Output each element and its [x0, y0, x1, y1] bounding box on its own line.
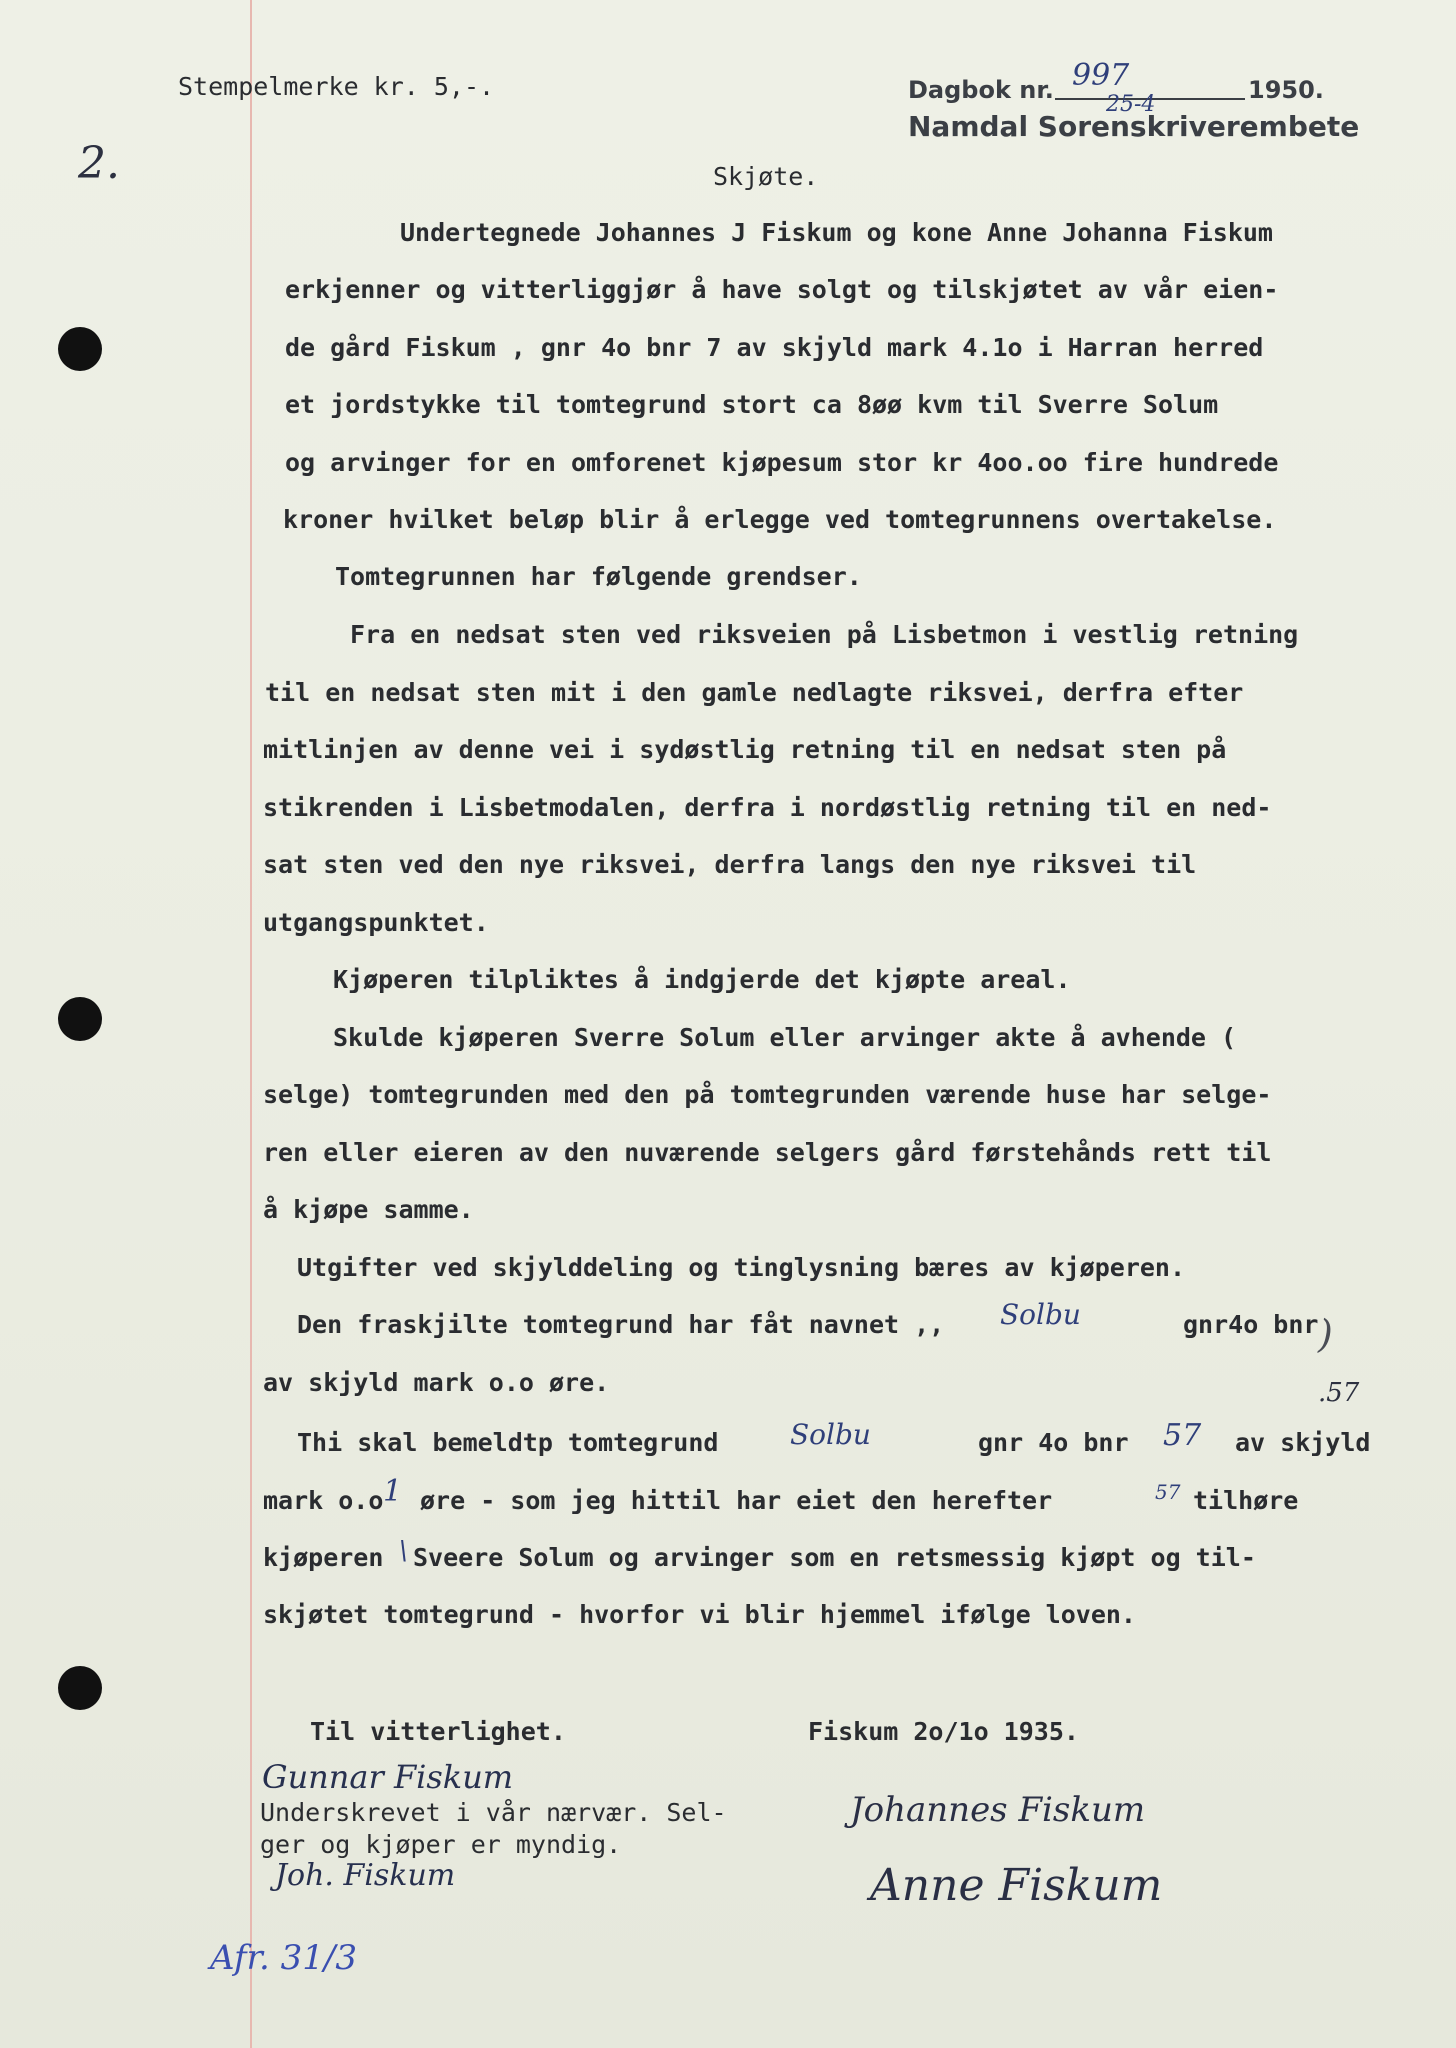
witness-signature: Gunnar Fiskum — [262, 1758, 514, 1796]
text-line: tilhøre — [1193, 1486, 1299, 1515]
margin-bnr: .57 — [1318, 1378, 1360, 1408]
text-line: Den fraskjilte tomtegrund har fåt navnet ,, — [297, 1310, 945, 1339]
dagbok-number: 997 — [1072, 58, 1130, 93]
place-date: Fiskum 2o/1o 1935. — [808, 1717, 1079, 1746]
handwritten-name: Solbu — [1000, 1298, 1081, 1331]
handwritten-bnr: 57 — [1163, 1418, 1202, 1453]
text-line: Sveere Solum og arvinger som en retsmessig kjøpt og til- — [413, 1543, 1256, 1572]
page-mark: 2. — [78, 138, 120, 189]
text-line: av skjyld — [1235, 1428, 1371, 1457]
punch-hole — [58, 997, 102, 1041]
text-line: mark o.o — [263, 1486, 384, 1515]
witness-signature: Joh. Fiskum — [275, 1858, 456, 1893]
text-line: skjøtet tomtegrund - hvorfor vi blir hjemmel ifølge loven. — [263, 1600, 1136, 1629]
text-line: Tomtegrunnen har følgende grendser. — [335, 562, 862, 591]
text-line: kjøperen — [263, 1543, 384, 1572]
handwritten-small-number: 57 — [1155, 1480, 1181, 1504]
text-line: de gård Fiskum , gnr 4o bnr 7 av skjyld mark 4.1o i Harran herred — [285, 333, 1264, 362]
text-line: å kjøpe samme. — [263, 1195, 474, 1224]
bracket-mark: ) — [1318, 1312, 1333, 1356]
stamp-duty-line: Stempelmerke kr. 5,-. — [178, 72, 495, 101]
text-line: Utgifter ved skjylddeling og tinglysning bæres av kjøperen. — [297, 1253, 1186, 1282]
witness-heading: Til vitterlighet. — [310, 1717, 566, 1746]
office-name: Namdal Sorenskriverembete — [908, 110, 1360, 143]
text-line: Undertegnede Johannes J Fiskum og kone Anne Johanna Fiskum — [400, 218, 1273, 247]
text-line: stikrenden i Lisbetmodalen, derfra i nordøstlig retning til en ned- — [263, 793, 1272, 822]
text-line: Fra en nedsat sten ved riksveien på Lisbetmon i vestlig retning — [350, 620, 1299, 649]
text-line: gnr4o bnr — [1183, 1310, 1319, 1339]
handwritten-name: Solbu — [790, 1418, 871, 1451]
punch-hole — [58, 327, 102, 371]
dagbok-label: Dagbok nr. — [908, 76, 1054, 104]
text-line: ren eller eieren av den nuværende selgers gård førstehånds rett til — [263, 1138, 1272, 1167]
text-line: selge) tomtegrunden med den på tomtegrunden værende huse har selge- — [263, 1080, 1272, 1109]
document-title: Skjøte. — [713, 162, 819, 191]
text-line: øre - som jeg hittil har eiet den herefter — [420, 1486, 1053, 1515]
witness-note-line: ger og kjøper er myndig. — [260, 1830, 622, 1859]
handwritten-digit: 1 — [383, 1474, 403, 1509]
text-line: og arvinger for en omforenet kjøpesum stor kr 4oo.oo fire hundrede — [285, 448, 1279, 477]
text-line: Kjøperen tilpliktes å indgjerde det kjøpte areal. — [333, 965, 1071, 994]
seller-signature: Johannes Fiskum — [850, 1790, 1146, 1830]
insertion-mark: \ — [399, 1536, 408, 1566]
witness-note-line: Underskrevet i vår nærvær. Sel- — [260, 1798, 727, 1827]
margin-note: Afr. 31/3 — [210, 1938, 358, 1978]
dagbok-date: 25-4 — [1106, 92, 1156, 117]
seller-signature: Anne Fiskum — [870, 1860, 1163, 1911]
text-line: Skulde kjøperen Sverre Solum eller arvinger akte å avhende ( — [333, 1023, 1237, 1052]
text-line: Thi skal bemeldtp tomtegrund — [297, 1428, 719, 1457]
text-line: gnr 4o bnr — [978, 1428, 1129, 1457]
text-line: av skjyld mark o.o øre. — [263, 1368, 610, 1397]
dagbok-year: 1950. — [1248, 76, 1324, 104]
text-line: til en nedsat sten mit i den gamle nedlagte riksvei, derfra efter — [265, 678, 1244, 707]
text-line: utgangspunktet. — [263, 908, 489, 937]
text-line: kroner hvilket beløp blir å erlegge ved tomtegrunnens overtakelse. — [283, 505, 1277, 534]
text-line: erkjenner og vitterliggjør å have solgt og tilskjøtet av vår eien- — [285, 275, 1279, 304]
text-line: mitlinjen av denne vei i sydøstlig retning til en nedsat sten på — [263, 735, 1227, 764]
text-line: et jordstykke til tomtegrund stort ca 8øø kvm til Sverre Solum — [285, 390, 1219, 419]
text-line: sat sten ved den nye riksvei, derfra langs den nye riksvei til — [263, 850, 1197, 879]
punch-hole — [58, 1666, 102, 1710]
margin-line — [250, 0, 252, 2048]
